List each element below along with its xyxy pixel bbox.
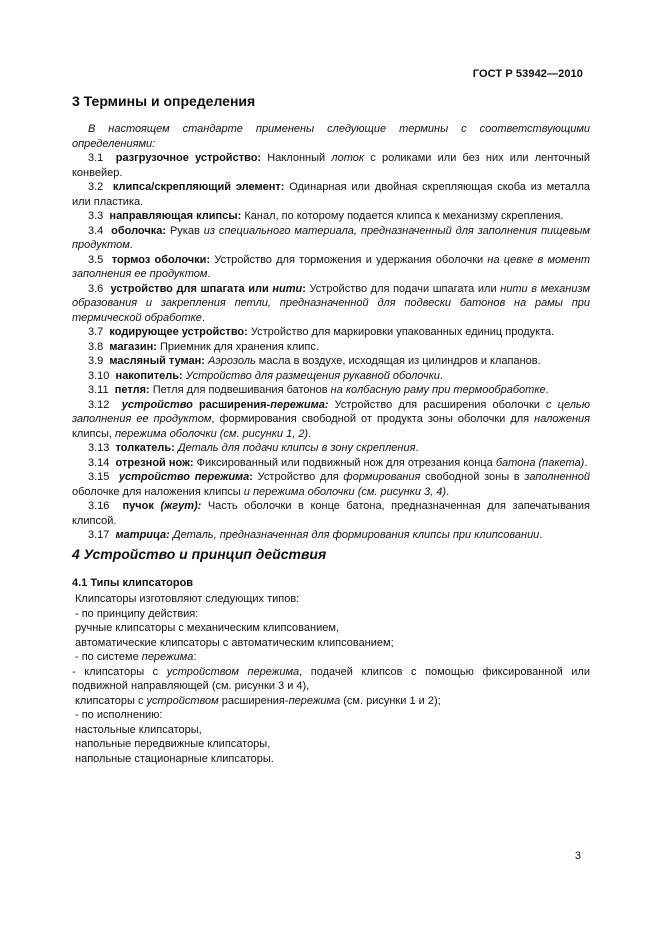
list-line: - клипсаторы с устройством пережима, подачей клипсов с помощью фиксированной или подвижной направляющей (см. рисунки 3 и 4), (72, 665, 590, 692)
list-line: - по системе пережима: (75, 651, 197, 663)
section-3-intro: В настоящем стандарте применены следующие термины с соответствующими определениями: (72, 123, 590, 150)
term-3-6: 3.6 устройство для шпагата или нити: Устройство для подачи шпагата или нити в механизм образования и закрепления петли, предназначенной для подвески батонов на рамы при термической обработке. (72, 282, 590, 324)
term-3-9: 3.9 масляный туман: Аэрозоль масла в воздухе, исходящая из цилиндров и клапанов. (88, 355, 541, 367)
term-3-16: 3.16 пучок (жгут): Часть оболочки в конце батона, предназначенная для запечатывания клипсой. (72, 500, 590, 527)
standard-code: ГОСТ Р 53942—2010 (472, 68, 583, 80)
list-line: - по принципу действия: (75, 607, 199, 620)
term-3-12: 3.12 устройство расширения-пережима: Устройство для расширения оболочки с целью заполнения ее продуктом, формирования свободной от продукта зоны оболочки для наложения клипсы, пережима оболочки (см. рисунки 1, 2). (72, 398, 590, 440)
term-3-7: 3.7 кодирующее устройство: Устройство для маркировки упакованных единиц продукта. (88, 326, 555, 338)
term-3-14: 3.14 отрезной нож: Фиксированный или подвижный нож для отрезания конца батона (пакета). (88, 456, 588, 469)
term-3-13: 3.13 толкатель: Деталь для подачи клипсы в зону скрепления. (88, 442, 419, 454)
term-3-1: 3.1 разгрузочное устройство: Наклонный лоток с роликами или без них или ленточный конвейер. (72, 152, 590, 179)
term-3-3: 3.3 направляющая клипсы: Канал, по которому подается клипса к механизму скрепления. (88, 210, 564, 222)
page-number: 3 (574, 850, 581, 862)
term-3-4: 3.4 оболочка: Рукав из специального материала, предназначенный для заполнения пищевым продуктом. (72, 224, 590, 251)
term-3-2: 3.2 клипса/скрепляющий элемент: Одинарная или двойная скрепляющая скоба из металла или пластика. (72, 181, 590, 208)
term-3-8: 3.8 магазин: Приемник для хранения клипс. (88, 340, 319, 353)
section-4-body (72, 592, 590, 766)
term-3-5: 3.5 тормоз оболочки: Устройство для торможения и удержания оболочки на цевке в момент заполнения ее продуктом. (72, 253, 590, 280)
term-3-15: 3.15 устройство пережима: Устройство для формирования свободной зоны в заполненной оболочке для наложения клипсы и пережима оболочки (см. рисунки 3, 4). (72, 471, 590, 498)
section-3-heading: 3 Термины и определения (72, 93, 256, 109)
term-3-17: 3.17 матрица: Деталь, предназначенная для формирования клипсы при клипсовании. (88, 529, 543, 541)
term-3-10: 3.10 накопитель: Устройство для размещения рукавной оболочки. (88, 369, 443, 382)
list-line: напольные передвижные клипсаторы, (75, 738, 271, 750)
list-line: Клипсаторы изготовляют следующих типов: (75, 593, 300, 605)
subsection-4-1-heading: 4.1 Типы клипсаторов (72, 577, 194, 589)
term-3-11: 3.11 петля: Петля для подвешивания батонов на колбасную раму при термообработке. (88, 384, 549, 396)
list-line: настольные клипсаторы, (75, 723, 202, 736)
section-3-body (72, 122, 590, 543)
list-line: - по исполнению: (75, 709, 163, 721)
list-line: напольные стационарные клипсаторы. (75, 752, 274, 765)
list-line: автоматические клипсаторы с автоматическим клипсованием; (75, 636, 394, 649)
list-line: ручные клипсаторы с механическим клипсованием, (75, 622, 339, 634)
list-line: клипсаторы с устройством расширения-пережима (см. рисунки 1 и 2); (75, 694, 441, 707)
section-4-heading: 4 Устройство и принцип действия (72, 546, 327, 562)
